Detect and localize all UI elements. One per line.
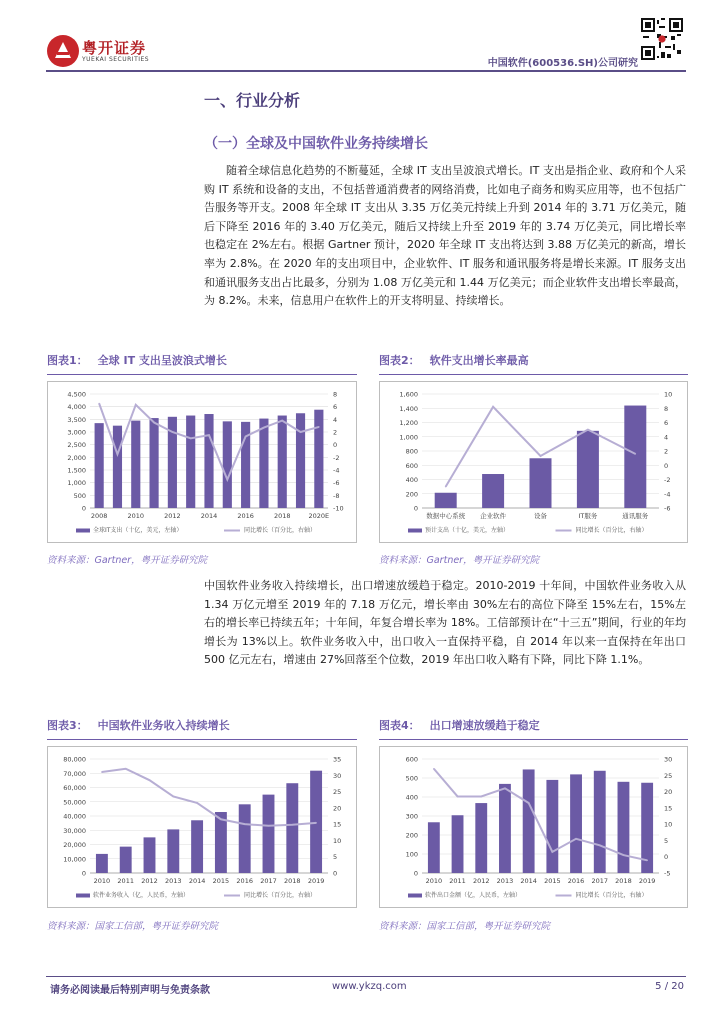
x-tick-label: 2014 <box>200 512 218 520</box>
y-right-tick-label: 35 <box>333 755 342 764</box>
y-left-tick-label: 1,600 <box>399 390 418 399</box>
x-tick-label: 2010 <box>425 877 443 885</box>
bar <box>286 783 298 873</box>
line-point <box>98 403 100 405</box>
figure-2-rule <box>379 374 688 375</box>
bar <box>204 414 213 508</box>
bar <box>570 774 582 873</box>
bar <box>499 784 511 873</box>
line-point <box>281 420 283 422</box>
x-tick-label: 2017 <box>591 877 609 885</box>
bar <box>618 782 630 873</box>
figure-3-rule <box>47 739 357 740</box>
x-tick-label: 2018 <box>615 877 632 885</box>
line-point <box>552 851 554 853</box>
bar <box>186 416 195 508</box>
chart-china-software-revenue <box>48 747 356 907</box>
line-point <box>190 438 192 440</box>
y-right-tick-label: 15 <box>333 820 342 829</box>
bar <box>296 413 305 508</box>
y-right-tick-label: -8 <box>333 491 340 500</box>
report-title: 中国软件(600536.SH)公司研究 <box>487 58 638 69</box>
bar <box>310 771 322 873</box>
y-left-tick-label: 4,500 <box>67 390 86 399</box>
figure-2-title <box>379 352 529 368</box>
growth-line <box>434 769 647 861</box>
logo-name: 粤开证券 <box>82 39 147 57</box>
y-right-tick-label: -10 <box>333 504 344 513</box>
figure-4-label: 图表4： <box>379 719 420 732</box>
page-number: 5 / 20 <box>655 981 684 992</box>
bar <box>475 803 487 873</box>
y-right-tick-label: 0 <box>664 461 669 470</box>
x-tick-label: 2018 <box>273 512 291 520</box>
figure-1-chart <box>47 381 357 543</box>
x-tick-label: 2016 <box>237 512 254 520</box>
chart-software-spending-growth <box>380 382 687 542</box>
figure-2-label: 图表2： <box>379 354 420 367</box>
line-point <box>101 771 103 773</box>
y-right-tick-label: 2 <box>664 447 669 456</box>
x-tick-label: 2016 <box>236 877 253 885</box>
company-logo <box>46 34 176 70</box>
legend-bar-swatch <box>408 894 422 898</box>
line-point <box>220 818 222 820</box>
bar <box>482 474 504 508</box>
figure-4-chart <box>379 746 688 908</box>
line-point <box>149 779 151 781</box>
bar <box>546 780 558 873</box>
x-tick-label: 2012 <box>472 877 490 885</box>
line-point <box>245 436 247 438</box>
x-tick-label: 2018 <box>284 877 301 885</box>
x-tick-label: IT服务 <box>578 512 598 520</box>
figure-2-caption: 软件支出增长率最高 <box>429 354 529 367</box>
y-left-tick-label: 3,000 <box>67 428 86 437</box>
y-left-tick-label: 200 <box>405 490 418 499</box>
bar <box>278 416 287 508</box>
figure-3-label: 图表3： <box>47 719 88 732</box>
line-point <box>587 429 589 431</box>
y-right-tick-label: 0 <box>333 869 338 878</box>
x-tick-label: 2015 <box>544 877 561 885</box>
x-tick-label: 企业软件 <box>480 512 507 520</box>
line-point <box>528 802 530 804</box>
y-right-tick-label: 5 <box>333 853 338 862</box>
x-tick-label: 2011 <box>449 877 466 885</box>
bar <box>120 847 132 873</box>
bar <box>594 771 606 873</box>
line-point <box>433 768 435 770</box>
y-right-tick-label: 6 <box>333 403 338 412</box>
logo-english-name: YUEKAI SECURITIES <box>82 56 150 63</box>
y-left-tick-label: 0 <box>413 504 418 513</box>
bar <box>223 421 232 508</box>
bar <box>259 419 268 508</box>
y-left-tick-label: 0 <box>413 869 418 878</box>
y-right-tick-label: 25 <box>664 771 673 780</box>
x-tick-label: 2013 <box>165 877 182 885</box>
y-left-tick-label: 400 <box>405 793 418 802</box>
x-tick-label: 2012 <box>164 512 181 520</box>
y-left-tick-label: 200 <box>405 831 418 840</box>
chart-software-export <box>380 747 687 907</box>
y-right-tick-label: 0 <box>333 441 338 450</box>
line-point <box>263 427 265 429</box>
legend-bar-swatch <box>408 529 422 533</box>
y-left-tick-label: 400 <box>405 476 418 484</box>
figure-1-rule <box>47 374 357 375</box>
y-left-tick-label: 60,000 <box>63 784 86 792</box>
y-right-tick-label: -2 <box>333 453 340 462</box>
y-left-tick-label: 80,000 <box>63 755 86 764</box>
x-tick-label: 设备 <box>534 512 547 520</box>
y-left-tick-label: 1,000 <box>67 479 86 488</box>
x-tick-label: 2014 <box>520 877 537 885</box>
y-left-tick-label: 70,000 <box>63 769 86 778</box>
x-tick-label: 数据中心系统 <box>426 512 466 520</box>
paragraph-china-software: 中国软件业务收入持续增长，出口增速放缓趋于稳定。2010-2019 十年间，中国软件业务收入从 1.34 万亿元增至 2019 年的 7.18 万亿元，增长率由 30%左右的高位下降至 15%左右，15%左右的增长率已持续五年；十年间，年复合增长率为 18%。工信部预计在“十三五”期间，行业的年均增长为 13%以上。软件业务收入中，出口收入一直保持平稳，自 2014 年以来一直保持在年出口 500 亿元左右，增速由 27%回落至个位数，2019 年出口收入略有下降，同比下降 1.1%。 <box>204 579 686 667</box>
y-right-tick-label: -6 <box>664 504 671 513</box>
legend-bar-label: 软件出口金额（亿，人民币，左轴） <box>425 892 522 899</box>
y-left-tick-label: 2,500 <box>67 441 86 450</box>
bar <box>131 421 140 508</box>
line-point <box>300 431 302 433</box>
y-right-tick-label: 2 <box>333 428 338 437</box>
bar <box>239 804 251 873</box>
bar <box>452 815 464 873</box>
x-tick-label: 2020E <box>308 512 330 520</box>
y-left-tick-label: 600 <box>405 461 418 470</box>
line-point <box>623 854 625 856</box>
line-point <box>268 825 270 827</box>
y-right-tick-label: 10 <box>664 390 673 399</box>
bar <box>167 829 179 873</box>
line-point <box>208 434 210 436</box>
figure-1-label: 图表1： <box>47 354 88 367</box>
y-left-tick-label: 0 <box>81 869 86 878</box>
y-left-tick-label: 500 <box>405 774 418 783</box>
line-point <box>492 406 494 408</box>
footer-disclaimer: 请务必阅读最后特别声明与免责条款 <box>50 985 210 996</box>
x-tick-label: 通讯服务 <box>622 512 649 520</box>
y-right-tick-label: 30 <box>664 755 673 764</box>
bar <box>263 795 275 873</box>
line-point <box>646 859 648 861</box>
y-right-tick-label: 0 <box>664 853 669 862</box>
line-point <box>575 838 577 840</box>
figure-2-source: 资料来源：Gartner，粤开证券研究院 <box>379 555 540 566</box>
legend-line-label: 同比增长（百分比，右轴） <box>244 892 317 899</box>
y-left-tick-label: 2,000 <box>67 453 86 462</box>
line-point <box>135 404 137 406</box>
bar <box>577 431 599 508</box>
y-right-tick-label: -4 <box>664 490 671 499</box>
bar <box>435 493 457 508</box>
y-right-tick-label: 20 <box>333 804 342 813</box>
line-point <box>315 822 317 824</box>
line-point <box>173 796 175 798</box>
figure-1-source: 资料来源：Gartner，粤开证券研究院 <box>47 555 208 566</box>
y-left-tick-label: 1,500 <box>67 466 86 475</box>
y-right-tick-label: 5 <box>664 836 669 845</box>
bar <box>624 406 646 508</box>
line-point <box>457 796 459 798</box>
y-right-tick-label: 15 <box>664 804 673 813</box>
x-tick-label: 2010 <box>93 877 111 885</box>
bar <box>314 410 323 508</box>
y-left-tick-label: 1,400 <box>399 404 418 413</box>
logo-mark-icon <box>46 34 80 68</box>
figure-4-title <box>379 717 540 733</box>
legend-bar-label: 全球IT支出（十亿，美元，左轴） <box>93 527 183 534</box>
legend-bar-label: 预计支出（十亿，美元，左轴） <box>425 527 510 534</box>
line-point <box>504 788 506 790</box>
header-divider <box>46 70 686 72</box>
x-tick-label: 2014 <box>188 877 206 885</box>
y-left-tick-label: 500 <box>73 491 86 500</box>
line-point <box>172 431 174 433</box>
y-right-tick-label: 20 <box>664 788 673 797</box>
figure-3-source: 资料来源：国家工信部，粤开证券研究院 <box>47 921 219 932</box>
bar <box>191 820 203 873</box>
y-right-tick-label: 30 <box>333 771 342 780</box>
bar <box>95 423 104 508</box>
y-right-tick-label: -2 <box>664 476 671 484</box>
legend-bar-swatch <box>76 529 90 533</box>
figure-1-caption: 全球 IT 支出呈波浪式增长 <box>97 354 227 367</box>
line-point <box>153 422 155 424</box>
bar <box>96 854 108 873</box>
sub-heading: （一）全球及中国软件业务持续增长 <box>204 136 428 152</box>
y-left-tick-label: 100 <box>405 850 418 859</box>
y-right-tick-label: 6 <box>664 419 669 427</box>
y-right-tick-label: 25 <box>333 788 342 797</box>
bar <box>215 812 227 873</box>
y-left-tick-label: 4,000 <box>67 403 86 412</box>
x-tick-label: 2008 <box>90 512 108 520</box>
figure-1-title <box>47 352 227 368</box>
legend-bar-label: 软件业务收入（亿，人民币，左轴） <box>93 892 190 899</box>
x-tick-label: 2015 <box>212 877 230 885</box>
x-tick-label: 2016 <box>567 877 585 885</box>
footer-website-link[interactable]: www.ykzq.com <box>332 981 407 992</box>
y-right-tick-label: 10 <box>664 820 673 829</box>
x-tick-label: 2013 <box>496 877 514 885</box>
y-left-tick-label: 800 <box>405 447 418 456</box>
bar <box>530 458 552 508</box>
line-point <box>318 426 320 428</box>
x-tick-label: 2019 <box>638 877 656 885</box>
footer-divider <box>46 976 686 977</box>
y-right-tick-label: 8 <box>664 404 669 413</box>
y-left-tick-label: 30,000 <box>63 826 86 835</box>
line-point <box>599 845 601 847</box>
figure-3-chart <box>47 746 357 908</box>
line-point <box>292 824 294 826</box>
figure-4-source: 资料来源：国家工信部，粤开证券研究院 <box>379 921 551 932</box>
y-left-tick-label: 1,000 <box>399 433 418 442</box>
figure-3-caption: 中国软件业务收入持续增长 <box>97 719 230 732</box>
y-right-tick-label: 4 <box>664 433 669 442</box>
line-point <box>445 486 447 488</box>
line-point <box>227 479 229 481</box>
legend-line-label: 同比增长（百分比，右轴） <box>575 527 648 534</box>
x-tick-label: 2010 <box>127 512 145 520</box>
bar <box>523 769 535 873</box>
figure-3-title <box>47 717 230 733</box>
x-tick-label: 2011 <box>117 877 134 885</box>
line-point <box>635 453 637 455</box>
y-left-tick-label: 0 <box>81 504 86 513</box>
x-tick-label: 2019 <box>307 877 325 885</box>
growth-line <box>102 769 316 826</box>
figure-4-caption: 出口增速放缓趋于稳定 <box>429 719 540 732</box>
y-right-tick-label: -6 <box>333 479 340 488</box>
line-point <box>196 802 198 804</box>
y-left-tick-label: 50,000 <box>63 798 86 807</box>
y-left-tick-label: 40,000 <box>63 812 86 821</box>
y-left-tick-label: 300 <box>405 812 418 821</box>
y-left-tick-label: 3,500 <box>67 415 86 424</box>
line-point <box>117 453 119 455</box>
bar <box>144 837 156 873</box>
figure-2-chart <box>379 381 688 543</box>
legend-line-label: 同比增长（百分比，右轴） <box>244 527 317 534</box>
bar <box>113 426 122 508</box>
line-point <box>480 796 482 798</box>
qr-code-icon <box>641 18 683 60</box>
line-point <box>244 823 246 825</box>
y-right-tick-label: 10 <box>333 836 342 845</box>
x-tick-label: 2017 <box>260 877 277 885</box>
y-left-tick-label: 10,000 <box>63 855 86 864</box>
y-left-tick-label: 1,200 <box>399 419 418 427</box>
bar <box>150 418 159 508</box>
bar <box>428 822 440 873</box>
y-right-tick-label: 8 <box>333 390 338 399</box>
y-left-tick-label: 600 <box>405 755 418 764</box>
legend-bar-swatch <box>76 894 90 898</box>
section-heading: 一、行业分析 <box>204 91 301 110</box>
y-right-tick-label: -5 <box>664 869 671 878</box>
legend-line-label: 同比增长（百分比，右轴） <box>575 892 648 899</box>
paragraph-it-spending: 随着全球信息化趋势的不断蔓延，全球 IT 支出呈波浪式增长。IT 支出是指企业、政府和个人采购 IT 系统和设备的支出，不包括普通消费者的网络消费，比如电子商务和购买应用等，也不包括广告服务等开支。2008 年全球 IT 支出从 3.35 万亿美元持续上升到 2014 年的 3.71 万亿美元，随后下降至 2016 年的 3.40 万亿美元，随后又持续上升至 2019 年的 3.74 万亿美元，同比增长率也稳定在 2%左右。根据 Gartner 预计，2020 年全球 IT 支出将达到 3.88 万亿美元的新高，增长率为 2.8%。在 2020 年的支出项目中，企业软件、IT 服务和通讯服务将是增长来源。IT 服务支出和通讯服务支出占比最多，分别为 1.08 万亿美元和 1.44 万亿美元；而企业软件支出增长率最高，为 8.2%。未来，信息用户在软件上的开支将明显、持续增长。 <box>204 164 686 308</box>
y-right-tick-label: -4 <box>333 466 340 475</box>
y-right-tick-label: 4 <box>333 415 338 424</box>
x-tick-label: 2012 <box>141 877 158 885</box>
line-point <box>125 768 127 770</box>
chart-global-it-spending <box>48 382 356 542</box>
line-point <box>540 455 542 457</box>
y-left-tick-label: 20,000 <box>63 841 86 849</box>
figure-4-rule <box>379 739 688 740</box>
